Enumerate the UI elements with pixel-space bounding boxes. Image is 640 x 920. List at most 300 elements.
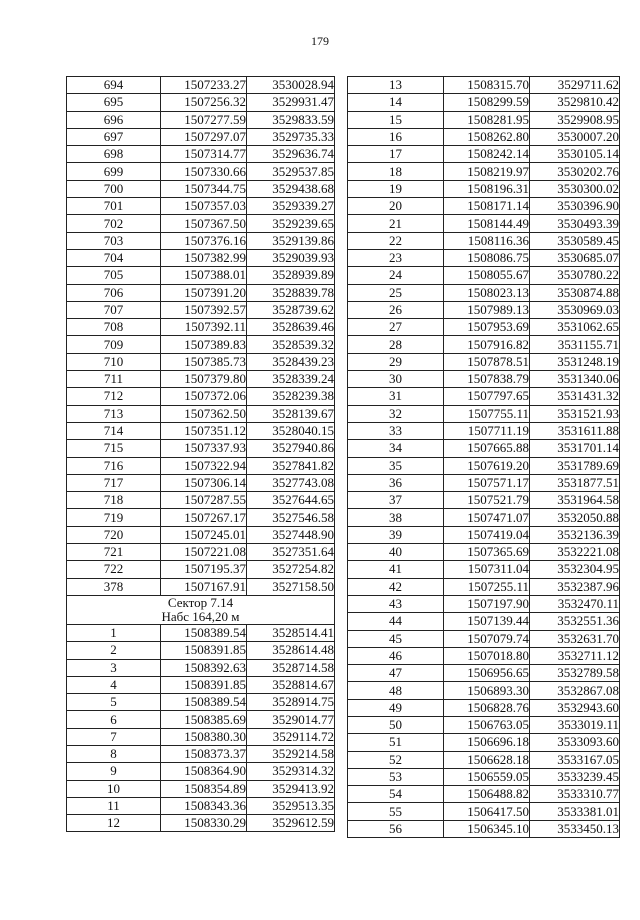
point-number-cell: 54 bbox=[348, 786, 444, 803]
y-coordinate-cell: 3531155.71 bbox=[530, 336, 620, 353]
table-row bbox=[348, 526, 620, 543]
x-coordinate-cell: 1508330.29 bbox=[161, 815, 247, 832]
point-number-cell: 1 bbox=[67, 624, 161, 641]
coordinates-table-left bbox=[66, 76, 335, 832]
x-coordinate-cell: 1507314.77 bbox=[161, 146, 247, 163]
x-coordinate-cell: 1507755.11 bbox=[444, 405, 530, 422]
y-coordinate-cell: 3531248.19 bbox=[530, 353, 620, 370]
table-row bbox=[348, 734, 620, 751]
x-coordinate-cell: 1507989.13 bbox=[444, 301, 530, 318]
x-coordinate-cell: 1507521.79 bbox=[444, 492, 530, 509]
point-number-cell: 29 bbox=[348, 353, 444, 370]
point-number-cell: 6 bbox=[67, 711, 161, 728]
point-number-cell: 710 bbox=[67, 353, 161, 370]
table-row bbox=[348, 786, 620, 803]
point-number-cell: 35 bbox=[348, 457, 444, 474]
y-coordinate-cell: 3530007.20 bbox=[530, 128, 620, 145]
table-row bbox=[67, 642, 335, 659]
point-number-cell: 714 bbox=[67, 422, 161, 439]
table-row bbox=[67, 422, 335, 439]
table-row bbox=[348, 561, 620, 578]
y-coordinate-cell: 3529114.72 bbox=[247, 728, 335, 745]
y-coordinate-cell: 3530493.39 bbox=[530, 215, 620, 232]
point-number-cell: 43 bbox=[348, 595, 444, 612]
table-row bbox=[67, 728, 335, 745]
y-coordinate-cell: 3533450.13 bbox=[530, 820, 620, 837]
table-row bbox=[67, 440, 335, 457]
y-coordinate-cell: 3529413.92 bbox=[247, 780, 335, 797]
point-number-cell: 706 bbox=[67, 284, 161, 301]
table-row bbox=[348, 284, 620, 301]
table-row bbox=[348, 180, 620, 197]
point-number-cell: 55 bbox=[348, 803, 444, 820]
table-row bbox=[67, 371, 335, 388]
y-coordinate-cell: 3531340.06 bbox=[530, 371, 620, 388]
x-coordinate-cell: 1506417.50 bbox=[444, 803, 530, 820]
table-row bbox=[348, 699, 620, 716]
y-coordinate-cell: 3532789.58 bbox=[530, 665, 620, 682]
point-number-cell: 703 bbox=[67, 232, 161, 249]
x-coordinate-cell: 1507079.74 bbox=[444, 630, 530, 647]
point-number-cell: 46 bbox=[348, 647, 444, 664]
x-coordinate-cell: 1506696.18 bbox=[444, 734, 530, 751]
point-number-cell: 52 bbox=[348, 751, 444, 768]
x-coordinate-cell: 1507391.20 bbox=[161, 284, 247, 301]
y-coordinate-cell: 3530105.14 bbox=[530, 146, 620, 163]
table-row bbox=[67, 319, 335, 336]
y-coordinate-cell: 3529314.32 bbox=[247, 763, 335, 780]
table-row bbox=[348, 198, 620, 215]
y-coordinate-cell: 3529039.93 bbox=[247, 249, 335, 266]
table-row bbox=[67, 815, 335, 832]
point-number-cell: 28 bbox=[348, 336, 444, 353]
x-coordinate-cell: 1507322.94 bbox=[161, 457, 247, 474]
x-coordinate-cell: 1506628.18 bbox=[444, 751, 530, 768]
y-coordinate-cell: 3532711.12 bbox=[530, 647, 620, 664]
y-coordinate-cell: 3532551.36 bbox=[530, 613, 620, 630]
table-row bbox=[67, 249, 335, 266]
table-row bbox=[67, 405, 335, 422]
point-number-cell: 708 bbox=[67, 319, 161, 336]
y-coordinate-cell: 3528814.67 bbox=[247, 676, 335, 693]
table-row bbox=[67, 301, 335, 318]
point-number-cell: 39 bbox=[348, 526, 444, 543]
x-coordinate-cell: 1507385.73 bbox=[161, 353, 247, 370]
y-coordinate-cell: 3530028.94 bbox=[247, 77, 335, 94]
x-coordinate-cell: 1508219.97 bbox=[444, 163, 530, 180]
point-number-cell: 9 bbox=[67, 763, 161, 780]
x-coordinate-cell: 1508385.69 bbox=[161, 711, 247, 728]
x-coordinate-cell: 1507392.57 bbox=[161, 301, 247, 318]
y-coordinate-cell: 3527940.86 bbox=[247, 440, 335, 457]
y-coordinate-cell: 3528539.32 bbox=[247, 336, 335, 353]
x-coordinate-cell: 1506763.05 bbox=[444, 716, 530, 733]
point-number-cell: 44 bbox=[348, 613, 444, 630]
point-number-cell: 27 bbox=[348, 319, 444, 336]
x-coordinate-cell: 1506345.10 bbox=[444, 820, 530, 837]
y-coordinate-cell: 3528739.62 bbox=[247, 301, 335, 318]
y-coordinate-cell: 3533310.77 bbox=[530, 786, 620, 803]
y-coordinate-cell: 3532943.60 bbox=[530, 699, 620, 716]
point-number-cell: 42 bbox=[348, 578, 444, 595]
table-row bbox=[348, 353, 620, 370]
table-row bbox=[67, 353, 335, 370]
y-coordinate-cell: 3532050.88 bbox=[530, 509, 620, 526]
table-row bbox=[348, 578, 620, 595]
table-row bbox=[348, 682, 620, 699]
point-number-cell: 712 bbox=[67, 388, 161, 405]
y-coordinate-cell: 3527841.82 bbox=[247, 457, 335, 474]
table-row bbox=[67, 111, 335, 128]
x-coordinate-cell: 1507233.27 bbox=[161, 77, 247, 94]
table-row bbox=[67, 544, 335, 561]
table-row bbox=[67, 492, 335, 509]
y-coordinate-cell: 3533239.45 bbox=[530, 768, 620, 785]
y-coordinate-cell: 3528714.58 bbox=[247, 659, 335, 676]
x-coordinate-cell: 1508299.59 bbox=[444, 94, 530, 111]
y-coordinate-cell: 3532631.70 bbox=[530, 630, 620, 647]
y-coordinate-cell: 3528639.46 bbox=[247, 319, 335, 336]
y-coordinate-cell: 3529014.77 bbox=[247, 711, 335, 728]
point-number-cell: 20 bbox=[348, 198, 444, 215]
page-number: 179 bbox=[311, 34, 329, 48]
y-coordinate-cell: 3527351.64 bbox=[247, 544, 335, 561]
table-row bbox=[67, 474, 335, 491]
point-number-cell: 715 bbox=[67, 440, 161, 457]
y-coordinate-cell: 3527743.08 bbox=[247, 474, 335, 491]
y-coordinate-cell: 3528040.15 bbox=[247, 422, 335, 439]
point-number-cell: 31 bbox=[348, 388, 444, 405]
point-number-cell: 697 bbox=[67, 128, 161, 145]
x-coordinate-cell: 1507255.11 bbox=[444, 578, 530, 595]
table-row bbox=[348, 509, 620, 526]
x-coordinate-cell: 1506828.76 bbox=[444, 699, 530, 716]
y-coordinate-cell: 3529239.65 bbox=[247, 215, 335, 232]
x-coordinate-cell: 1507287.55 bbox=[161, 492, 247, 509]
y-coordinate-cell: 3531521.93 bbox=[530, 405, 620, 422]
x-coordinate-cell: 1507389.83 bbox=[161, 336, 247, 353]
x-coordinate-cell: 1507195.37 bbox=[161, 561, 247, 578]
y-coordinate-cell: 3533381.01 bbox=[530, 803, 620, 820]
x-coordinate-cell: 1507571.17 bbox=[444, 474, 530, 491]
x-coordinate-cell: 1507344.75 bbox=[161, 180, 247, 197]
point-number-cell: 717 bbox=[67, 474, 161, 491]
x-coordinate-cell: 1508055.67 bbox=[444, 267, 530, 284]
table-row bbox=[348, 457, 620, 474]
point-number-cell: 705 bbox=[67, 267, 161, 284]
y-coordinate-cell: 3529636.74 bbox=[247, 146, 335, 163]
point-number-cell: 720 bbox=[67, 526, 161, 543]
table-row bbox=[67, 745, 335, 762]
x-coordinate-cell: 1507916.82 bbox=[444, 336, 530, 353]
point-number-cell: 699 bbox=[67, 163, 161, 180]
x-coordinate-cell: 1508380.30 bbox=[161, 728, 247, 745]
point-number-cell: 695 bbox=[67, 94, 161, 111]
table-row bbox=[67, 163, 335, 180]
point-number-cell: 5 bbox=[67, 694, 161, 711]
y-coordinate-cell: 3530202.76 bbox=[530, 163, 620, 180]
point-number-cell: 713 bbox=[67, 405, 161, 422]
table-row bbox=[348, 301, 620, 318]
table-row bbox=[348, 215, 620, 232]
sector-header-row bbox=[67, 595, 335, 624]
y-coordinate-cell: 3529438.68 bbox=[247, 180, 335, 197]
table-row bbox=[348, 474, 620, 491]
x-coordinate-cell: 1508315.70 bbox=[444, 77, 530, 94]
table-row bbox=[348, 146, 620, 163]
y-coordinate-cell: 3529612.59 bbox=[247, 815, 335, 832]
x-coordinate-cell: 1507357.03 bbox=[161, 198, 247, 215]
table-row bbox=[348, 388, 620, 405]
point-number-cell: 26 bbox=[348, 301, 444, 318]
point-number-cell: 21 bbox=[348, 215, 444, 232]
table-row bbox=[348, 336, 620, 353]
point-number-cell: 50 bbox=[348, 716, 444, 733]
y-coordinate-cell: 3533019.11 bbox=[530, 716, 620, 733]
table-row bbox=[67, 146, 335, 163]
point-number-cell: 45 bbox=[348, 630, 444, 647]
point-number-cell: 25 bbox=[348, 284, 444, 301]
table-row bbox=[67, 215, 335, 232]
x-coordinate-cell: 1508116.36 bbox=[444, 232, 530, 249]
x-coordinate-cell: 1506559.05 bbox=[444, 768, 530, 785]
x-coordinate-cell: 1507297.07 bbox=[161, 128, 247, 145]
x-coordinate-cell: 1508373.37 bbox=[161, 745, 247, 762]
point-number-cell: 30 bbox=[348, 371, 444, 388]
y-coordinate-cell: 3532304.95 bbox=[530, 561, 620, 578]
y-coordinate-cell: 3529908.95 bbox=[530, 111, 620, 128]
y-coordinate-cell: 3531611.88 bbox=[530, 422, 620, 439]
y-coordinate-cell: 3532470.11 bbox=[530, 595, 620, 612]
y-coordinate-cell: 3533093.60 bbox=[530, 734, 620, 751]
table-row bbox=[348, 492, 620, 509]
y-coordinate-cell: 3529214.58 bbox=[247, 745, 335, 762]
point-number-cell: 14 bbox=[348, 94, 444, 111]
x-coordinate-cell: 1508242.14 bbox=[444, 146, 530, 163]
x-coordinate-cell: 1508354.89 bbox=[161, 780, 247, 797]
table-row bbox=[348, 128, 620, 145]
x-coordinate-cell: 1507838.79 bbox=[444, 371, 530, 388]
point-number-cell: 49 bbox=[348, 699, 444, 716]
y-coordinate-cell: 3529810.42 bbox=[530, 94, 620, 111]
table-row bbox=[348, 232, 620, 249]
point-number-cell: 11 bbox=[67, 797, 161, 814]
point-number-cell: 19 bbox=[348, 180, 444, 197]
table-row bbox=[67, 578, 335, 595]
y-coordinate-cell: 3529139.86 bbox=[247, 232, 335, 249]
point-number-cell: 22 bbox=[348, 232, 444, 249]
x-coordinate-cell: 1508144.49 bbox=[444, 215, 530, 232]
table-row bbox=[67, 711, 335, 728]
table-row bbox=[67, 336, 335, 353]
y-coordinate-cell: 3529833.59 bbox=[247, 111, 335, 128]
y-coordinate-cell: 3531877.51 bbox=[530, 474, 620, 491]
x-coordinate-cell: 1508389.54 bbox=[161, 624, 247, 641]
point-number-cell: 33 bbox=[348, 422, 444, 439]
point-number-cell: 3 bbox=[67, 659, 161, 676]
point-number-cell: 56 bbox=[348, 820, 444, 837]
x-coordinate-cell: 1508343.36 bbox=[161, 797, 247, 814]
x-coordinate-cell: 1507256.32 bbox=[161, 94, 247, 111]
x-coordinate-cell: 1507797.65 bbox=[444, 388, 530, 405]
table-row bbox=[67, 128, 335, 145]
y-coordinate-cell: 3531789.69 bbox=[530, 457, 620, 474]
y-coordinate-cell: 3528939.89 bbox=[247, 267, 335, 284]
y-coordinate-cell: 3527644.65 bbox=[247, 492, 335, 509]
table-row bbox=[348, 405, 620, 422]
y-coordinate-cell: 3532221.08 bbox=[530, 544, 620, 561]
point-number-cell: 12 bbox=[67, 815, 161, 832]
x-coordinate-cell: 1507379.80 bbox=[161, 371, 247, 388]
sector-title: Сектор 7.14 bbox=[167, 595, 234, 610]
x-coordinate-cell: 1507267.17 bbox=[161, 509, 247, 526]
y-coordinate-cell: 3527448.90 bbox=[247, 526, 335, 543]
y-coordinate-cell: 3528339.24 bbox=[247, 371, 335, 388]
point-number-cell: 18 bbox=[348, 163, 444, 180]
table-row bbox=[67, 388, 335, 405]
table-row bbox=[67, 763, 335, 780]
y-coordinate-cell: 3530589.45 bbox=[530, 232, 620, 249]
point-number-cell: 700 bbox=[67, 180, 161, 197]
x-coordinate-cell: 1507362.50 bbox=[161, 405, 247, 422]
table-row bbox=[348, 111, 620, 128]
point-number-cell: 24 bbox=[348, 267, 444, 284]
table-row bbox=[348, 163, 620, 180]
table-row bbox=[348, 267, 620, 284]
point-number-cell: 722 bbox=[67, 561, 161, 578]
x-coordinate-cell: 1507953.69 bbox=[444, 319, 530, 336]
point-number-cell: 17 bbox=[348, 146, 444, 163]
point-number-cell: 37 bbox=[348, 492, 444, 509]
point-number-cell: 7 bbox=[67, 728, 161, 745]
x-coordinate-cell: 1507388.01 bbox=[161, 267, 247, 284]
y-coordinate-cell: 3531062.65 bbox=[530, 319, 620, 336]
point-number-cell: 702 bbox=[67, 215, 161, 232]
x-coordinate-cell: 1507221.08 bbox=[161, 544, 247, 561]
table-row bbox=[348, 665, 620, 682]
y-coordinate-cell: 3528139.67 bbox=[247, 405, 335, 422]
table-row bbox=[67, 180, 335, 197]
y-coordinate-cell: 3532136.39 bbox=[530, 526, 620, 543]
point-number-cell: 719 bbox=[67, 509, 161, 526]
x-coordinate-cell: 1506956.65 bbox=[444, 665, 530, 682]
y-coordinate-cell: 3528439.23 bbox=[247, 353, 335, 370]
table-row bbox=[67, 94, 335, 111]
table-row bbox=[348, 77, 620, 94]
table-row bbox=[348, 319, 620, 336]
x-coordinate-cell: 1507665.88 bbox=[444, 440, 530, 457]
table-row bbox=[348, 630, 620, 647]
table-row bbox=[348, 249, 620, 266]
point-number-cell: 698 bbox=[67, 146, 161, 163]
table-row bbox=[67, 457, 335, 474]
x-coordinate-cell: 1507018.80 bbox=[444, 647, 530, 664]
point-number-cell: 2 bbox=[67, 642, 161, 659]
y-coordinate-cell: 3530780.22 bbox=[530, 267, 620, 284]
point-number-cell: 718 bbox=[67, 492, 161, 509]
y-coordinate-cell: 3530396.90 bbox=[530, 198, 620, 215]
y-coordinate-cell: 3527254.82 bbox=[247, 561, 335, 578]
point-number-cell: 707 bbox=[67, 301, 161, 318]
table-row bbox=[348, 595, 620, 612]
x-coordinate-cell: 1507365.69 bbox=[444, 544, 530, 561]
table-row bbox=[348, 544, 620, 561]
x-coordinate-cell: 1508086.75 bbox=[444, 249, 530, 266]
x-coordinate-cell: 1508364.90 bbox=[161, 763, 247, 780]
x-coordinate-cell: 1507277.59 bbox=[161, 111, 247, 128]
x-coordinate-cell: 1507311.04 bbox=[444, 561, 530, 578]
point-number-cell: 694 bbox=[67, 77, 161, 94]
table-row bbox=[348, 768, 620, 785]
table-row bbox=[67, 526, 335, 543]
y-coordinate-cell: 3529931.47 bbox=[247, 94, 335, 111]
y-coordinate-cell: 3527546.58 bbox=[247, 509, 335, 526]
x-coordinate-cell: 1507878.51 bbox=[444, 353, 530, 370]
table-row bbox=[67, 676, 335, 693]
x-coordinate-cell: 1507330.66 bbox=[161, 163, 247, 180]
point-number-cell: 15 bbox=[348, 111, 444, 128]
y-coordinate-cell: 3528839.78 bbox=[247, 284, 335, 301]
point-number-cell: 47 bbox=[348, 665, 444, 682]
table-row bbox=[348, 820, 620, 837]
x-coordinate-cell: 1507376.16 bbox=[161, 232, 247, 249]
table-row bbox=[67, 561, 335, 578]
y-coordinate-cell: 3531964.58 bbox=[530, 492, 620, 509]
x-coordinate-cell: 1506893.30 bbox=[444, 682, 530, 699]
x-coordinate-cell: 1506488.82 bbox=[444, 786, 530, 803]
x-coordinate-cell: 1508196.31 bbox=[444, 180, 530, 197]
x-coordinate-cell: 1508391.85 bbox=[161, 642, 247, 659]
y-coordinate-cell: 3529339.27 bbox=[247, 198, 335, 215]
point-number-cell: 40 bbox=[348, 544, 444, 561]
x-coordinate-cell: 1507471.07 bbox=[444, 509, 530, 526]
y-coordinate-cell: 3528239.38 bbox=[247, 388, 335, 405]
y-coordinate-cell: 3529513.35 bbox=[247, 797, 335, 814]
table-row bbox=[348, 647, 620, 664]
y-coordinate-cell: 3527158.50 bbox=[247, 578, 335, 595]
x-coordinate-cell: 1507419.04 bbox=[444, 526, 530, 543]
y-coordinate-cell: 3530300.02 bbox=[530, 180, 620, 197]
y-coordinate-cell: 3529537.85 bbox=[247, 163, 335, 180]
point-number-cell: 13 bbox=[348, 77, 444, 94]
table-row bbox=[348, 803, 620, 820]
x-coordinate-cell: 1507372.06 bbox=[161, 388, 247, 405]
point-number-cell: 716 bbox=[67, 457, 161, 474]
x-coordinate-cell: 1507619.20 bbox=[444, 457, 530, 474]
table-row bbox=[67, 509, 335, 526]
table-row bbox=[348, 751, 620, 768]
table-row bbox=[67, 624, 335, 641]
table-row bbox=[348, 440, 620, 457]
x-coordinate-cell: 1507306.14 bbox=[161, 474, 247, 491]
y-coordinate-cell: 3530874.88 bbox=[530, 284, 620, 301]
point-number-cell: 53 bbox=[348, 768, 444, 785]
table-row bbox=[67, 77, 335, 94]
point-number-cell: 41 bbox=[348, 561, 444, 578]
y-coordinate-cell: 3532387.96 bbox=[530, 578, 620, 595]
point-number-cell: 16 bbox=[348, 128, 444, 145]
sector-header bbox=[67, 595, 335, 624]
point-number-cell: 721 bbox=[67, 544, 161, 561]
point-number-cell: 8 bbox=[67, 745, 161, 762]
table-row bbox=[348, 94, 620, 111]
x-coordinate-cell: 1507392.11 bbox=[161, 319, 247, 336]
table-row bbox=[67, 659, 335, 676]
x-coordinate-cell: 1508392.63 bbox=[161, 659, 247, 676]
table-row bbox=[67, 267, 335, 284]
point-number-cell: 51 bbox=[348, 734, 444, 751]
y-coordinate-cell: 3533167.05 bbox=[530, 751, 620, 768]
